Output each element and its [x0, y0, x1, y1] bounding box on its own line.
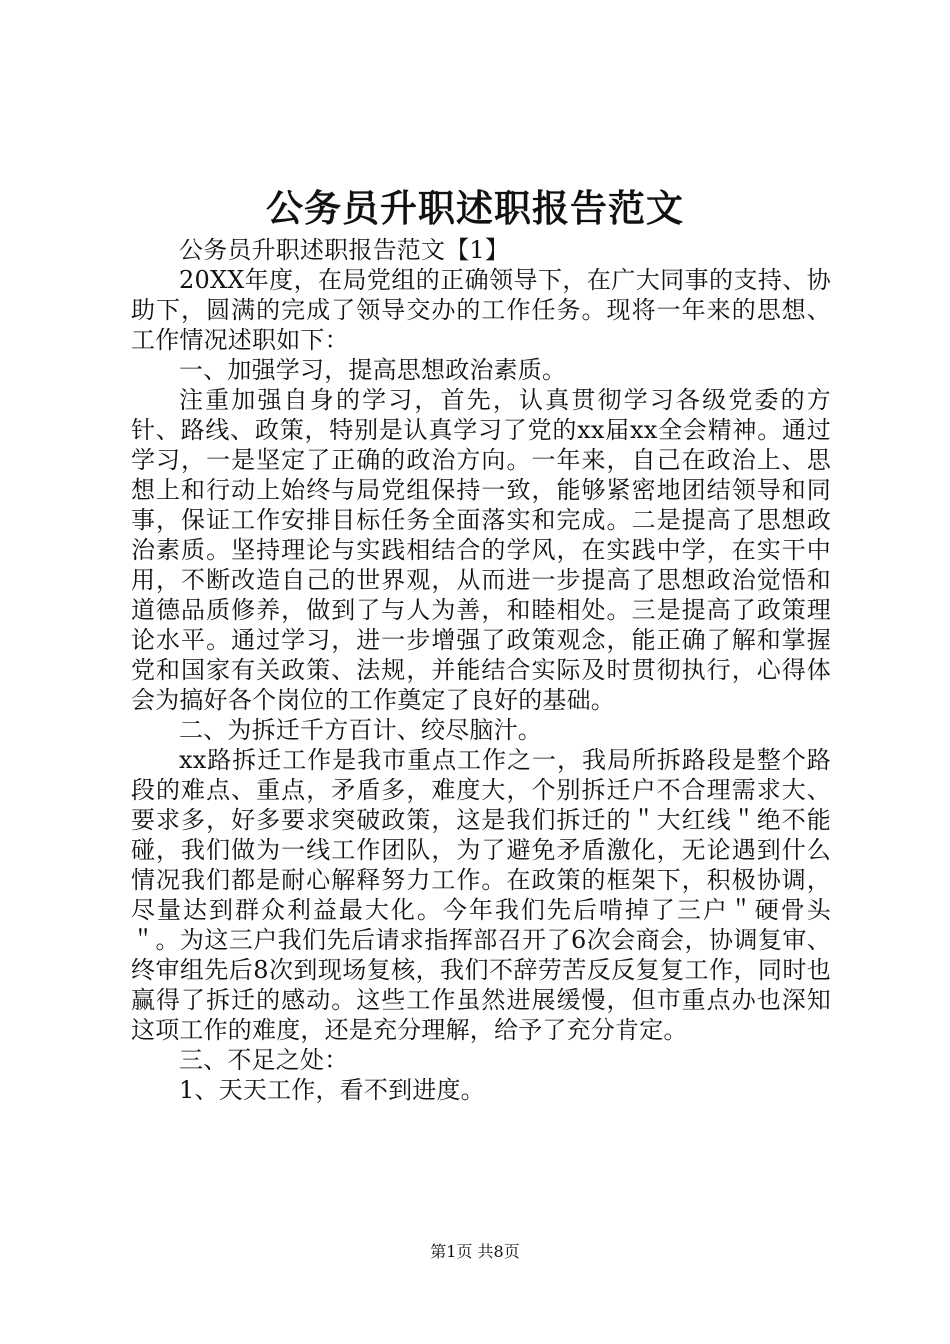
section-heading-1: 一、加强学习，提高思想政治素质。 [179, 356, 567, 384]
paragraph-demolition: xx路拆迁工作是我市重点工作之一，我局所拆路段是整个路段的难点、重点，矛盾多，难度大，个别拆迁户不合理需求大、要求多，好多要求突破政策，这是我们拆迁的＂大红线＂绝不能碰，我们做为一线工作团队，为了避免矛盾激化，无论遇到什么情况我们都是耐心解释努力工作。在政策的框架下，积极协调，尽量达到群众利益最大化。今年我们先后啃掉了三户＂硬骨头＂。为这三户我们先后请求指挥部召开了6次会商会，协调复审、终审组先后8次到现场复核，我们不辞劳苦反反复复工作，同时也赢得了拆迁的感动。这些工作虽然进展缓慢，但市重点办也深知这项工作的难度，还是充分理解，给予了充分肯定。 [131, 746, 831, 1044]
paragraph-shortcoming-1: 1、天天工作，看不到进度。 [179, 1076, 485, 1104]
paragraph-study: 注重加强自身的学习，首先，认真贯彻学习各级党委的方针、路线、政策，特别是认真学习了党的xx届xx全会精神。通过学习，一是坚定了正确的政治方向。一年来，自己在政治上、思想上和行动上始终与局党组保持一致，能够紧密地团结领导和同事，保证工作安排目标任务全面落实和完成。二是提高了思想政治素质。坚持理论与实践相结合的学风，在实践中学，在实干中用，不断改造自己的世界观，从而进一步提高了思想政治觉悟和道德品质修养，做到了与人为善，和睦相处。三是提高了政策理论水平。通过学习，进一步增强了政策观念，能正确了解和掌握党和国家有关政策、法规，并能结合实际及时贯彻执行，心得体会为搞好各个岗位的工作奠定了良好的基础。 [131, 386, 831, 714]
paragraph-heading-1: 公务员升职述职报告范文【1】 [179, 236, 510, 264]
section-heading-2: 二、为拆迁千方百计、绞尽脑汁。 [179, 716, 542, 744]
section-heading-3: 三、不足之处： [179, 1046, 349, 1074]
document-title: 公务员升职述职报告范文 [266, 187, 684, 230]
paragraph-intro: 20XX年度，在局党组的正确领导下，在广大同事的支持、协助下，圆满的完成了领导交办的工作任务。现将一年来的思想、工作情况述职如下： [131, 266, 831, 354]
page-number: 第1页 共8页 [430, 1242, 520, 1261]
document-body [131, 235, 831, 1105]
